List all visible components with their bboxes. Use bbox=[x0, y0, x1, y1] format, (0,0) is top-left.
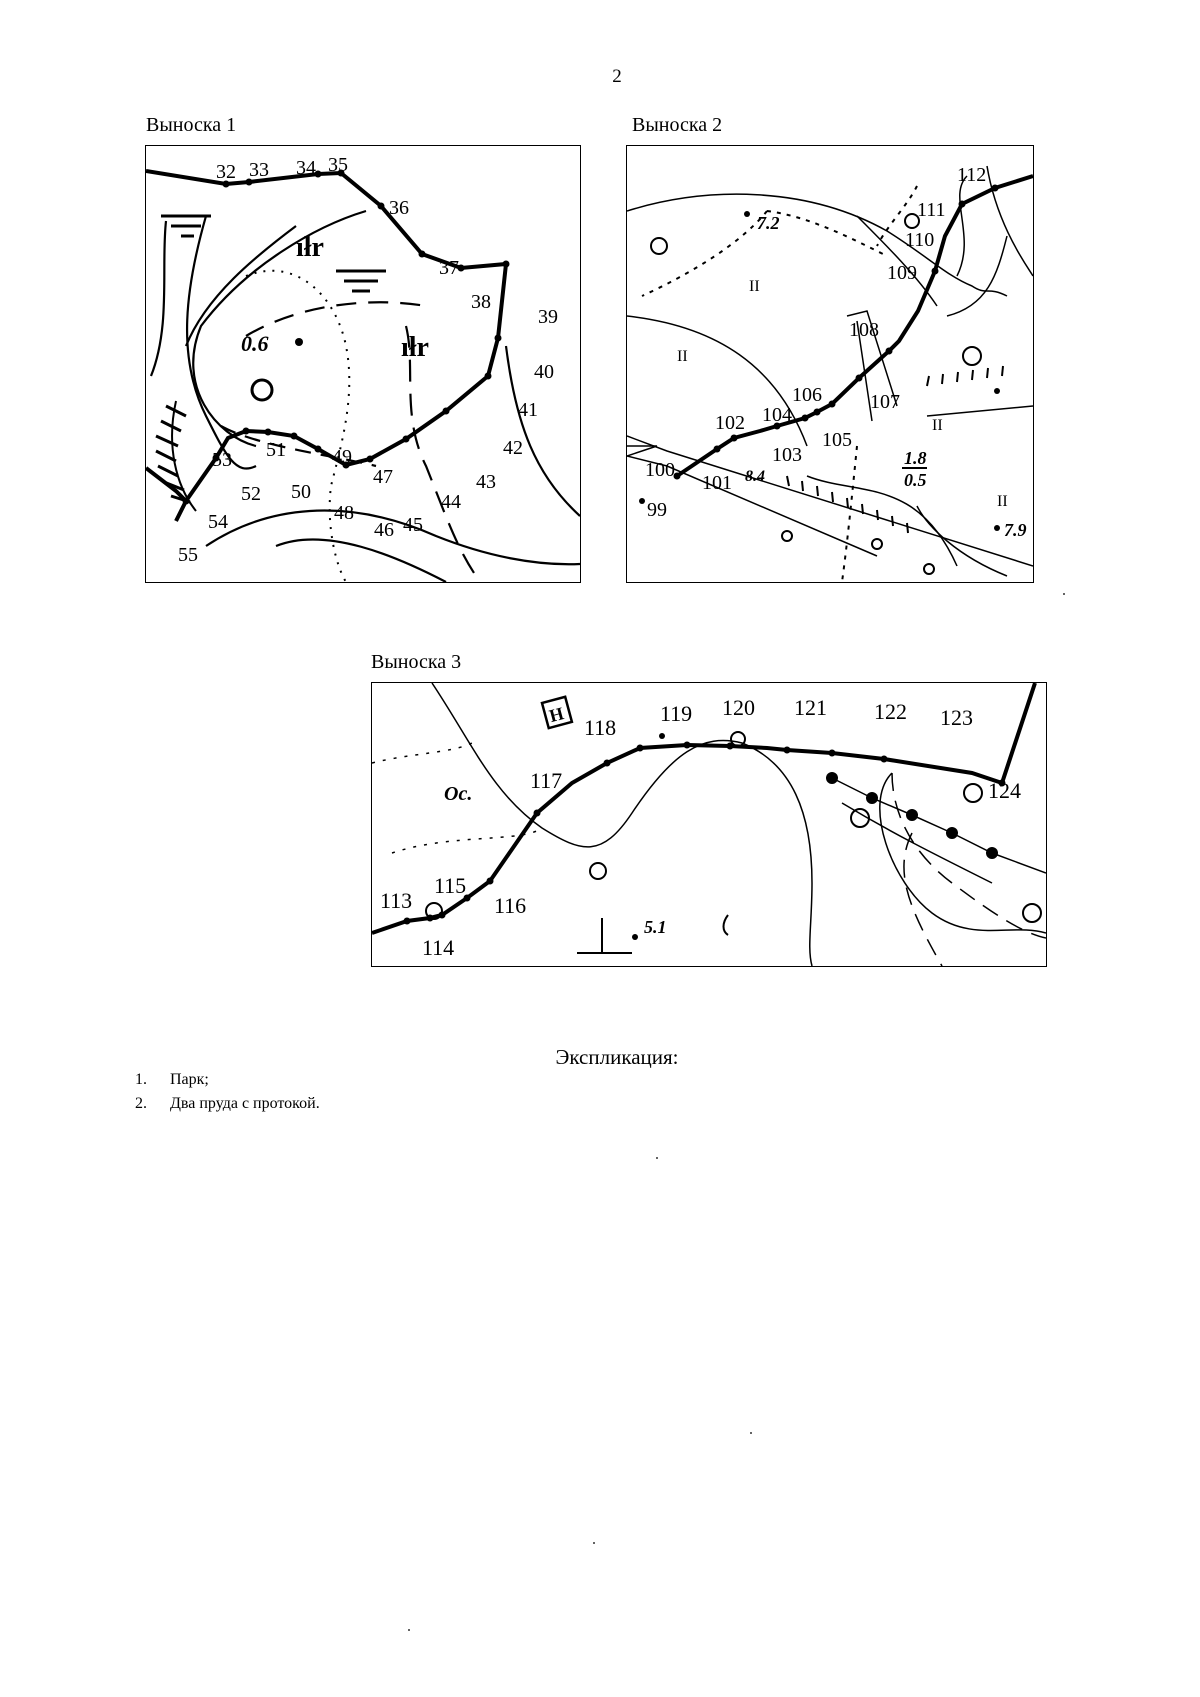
point-label: 50 bbox=[291, 481, 311, 503]
point-label: 108 bbox=[849, 319, 879, 341]
point-label: 42 bbox=[503, 437, 523, 459]
point-label: 43 bbox=[476, 471, 496, 493]
point-label: 119 bbox=[660, 701, 693, 726]
callout-1-title: Выноска 1 bbox=[146, 114, 237, 136]
point-label: 117 bbox=[530, 768, 563, 793]
elevation-label: 0.6 bbox=[241, 331, 269, 356]
point-label: 113 bbox=[380, 888, 413, 913]
point-label: 101 bbox=[702, 472, 732, 494]
list-item bbox=[135, 1092, 320, 1116]
point-label: 47 bbox=[373, 466, 393, 488]
point-label: 33 bbox=[249, 159, 269, 181]
scan-speck bbox=[593, 1542, 595, 1544]
scan-speck bbox=[750, 1432, 752, 1434]
vegetation-label: Ос. bbox=[444, 783, 473, 805]
scan-speck bbox=[408, 1629, 410, 1631]
point-label: 40 bbox=[534, 361, 554, 383]
point-label: 112 bbox=[957, 164, 987, 186]
point-label: 103 bbox=[772, 444, 802, 466]
point-label: 46 bbox=[374, 519, 394, 541]
svg-text:II: II bbox=[997, 493, 1008, 510]
elevation-label: 8.4 bbox=[745, 468, 765, 485]
svg-text:ıłr: ıłr bbox=[401, 332, 429, 363]
item-text: Два пруда с протокой. bbox=[170, 1095, 320, 1112]
point-label: 110 bbox=[905, 229, 935, 251]
svg-text:H: H bbox=[547, 703, 566, 727]
elevation-label: 7.2 bbox=[757, 213, 780, 233]
svg-text:II: II bbox=[677, 348, 688, 365]
item-number: 2. bbox=[135, 1095, 147, 1112]
point-label: 36 bbox=[389, 197, 409, 219]
point-label: 32 bbox=[216, 161, 236, 183]
elevation-label: 7.9 bbox=[1004, 520, 1027, 540]
point-label: 44 bbox=[441, 491, 461, 513]
item-text: Парк; bbox=[170, 1071, 209, 1088]
callout-2-map bbox=[626, 145, 1034, 583]
svg-text:II: II bbox=[932, 417, 943, 434]
point-label: 120 bbox=[722, 695, 755, 720]
explication-list bbox=[135, 1068, 320, 1116]
point-label: 54 bbox=[208, 511, 228, 533]
point-label: 53 bbox=[212, 449, 232, 471]
callout-3-drawing bbox=[372, 683, 1046, 966]
point-label: 121 bbox=[794, 695, 827, 720]
point-label: 39 bbox=[538, 306, 558, 328]
point-label: 104 bbox=[762, 404, 792, 426]
item-number: 1. bbox=[135, 1071, 147, 1088]
scan-speck bbox=[656, 1157, 658, 1159]
point-label: 114 bbox=[422, 935, 455, 960]
point-label: 49 bbox=[332, 446, 352, 468]
callout-2-title: Выноска 2 bbox=[632, 114, 723, 136]
elevation-label: 0.5 bbox=[904, 470, 927, 490]
point-label: 124 bbox=[988, 778, 1021, 803]
point-label: 35 bbox=[328, 154, 348, 176]
point-label: 109 bbox=[887, 262, 917, 284]
list-item bbox=[135, 1068, 320, 1092]
point-label: 102 bbox=[715, 412, 745, 434]
point-label: 34 bbox=[296, 157, 316, 179]
point-label: 48 bbox=[334, 502, 354, 524]
callout-3-map bbox=[371, 682, 1047, 967]
scan-speck bbox=[1063, 593, 1065, 595]
callout-2-drawing bbox=[627, 146, 1033, 582]
point-label: 38 bbox=[471, 291, 491, 313]
page-number: 2 bbox=[612, 66, 622, 87]
point-label: 51 bbox=[266, 439, 286, 461]
point-label: 41 bbox=[518, 399, 538, 421]
callout-1-drawing bbox=[146, 146, 580, 582]
point-label: 52 bbox=[241, 483, 261, 505]
callout-1-map bbox=[145, 145, 581, 583]
point-label: 99 bbox=[647, 499, 667, 521]
point-label: 118 bbox=[584, 715, 617, 740]
svg-text:ıłr: ıłr bbox=[296, 232, 324, 263]
point-label: 107 bbox=[870, 391, 900, 413]
point-label: 106 bbox=[792, 384, 822, 406]
explication-title: Экспликация: bbox=[555, 1045, 679, 1069]
point-label: 115 bbox=[434, 873, 467, 898]
elevation-label: 5.1 bbox=[644, 917, 667, 937]
elevation-label: 1.8 bbox=[904, 448, 927, 468]
point-label: 37 bbox=[439, 257, 459, 279]
point-label: 111 bbox=[917, 199, 946, 221]
point-label: 45 bbox=[403, 514, 423, 536]
point-label: 116 bbox=[494, 893, 527, 918]
point-label: 55 bbox=[178, 544, 198, 566]
point-label: 105 bbox=[822, 429, 852, 451]
svg-text:II: II bbox=[749, 278, 760, 295]
point-label: 122 bbox=[874, 699, 907, 724]
point-label: 100 bbox=[645, 459, 675, 481]
point-label: 123 bbox=[940, 705, 973, 730]
callout-3-title: Выноска 3 bbox=[371, 651, 462, 673]
